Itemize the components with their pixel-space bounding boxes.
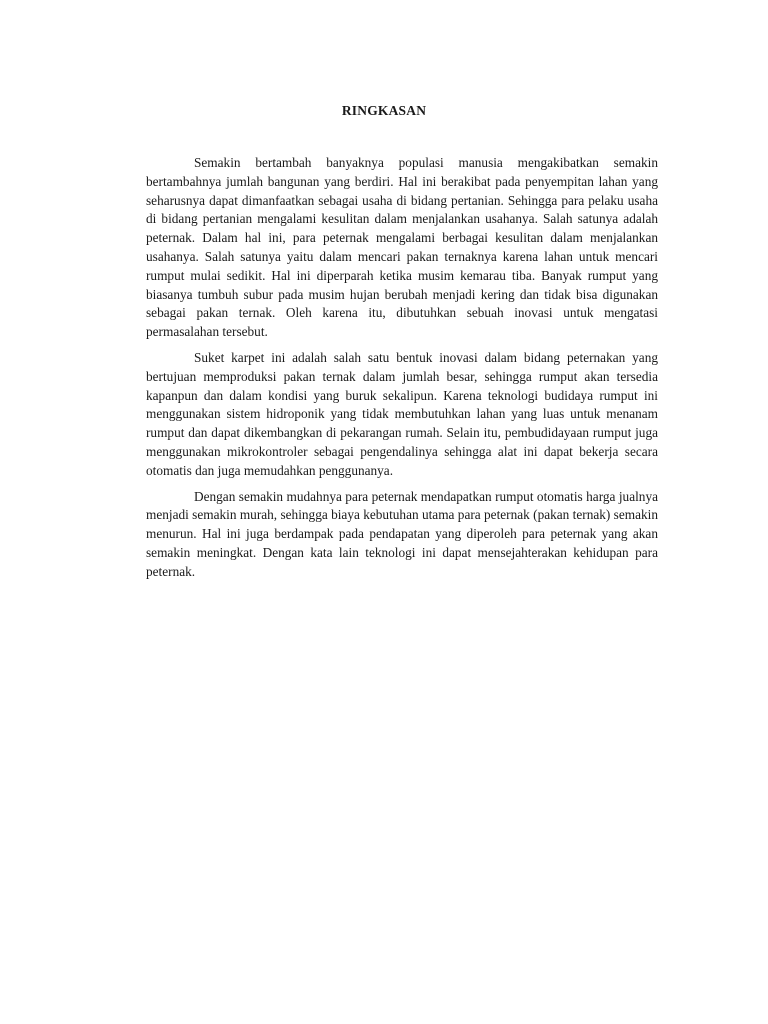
paragraph-1: Semakin bertambah banyaknya populasi manusia mengakibatkan semakin bertambahnya jumlah bangunan yang berdiri. Hal ini berakibat pada penyempitan lahan yang seharusnya dapat dimanfaatkan sebagai usaha di bidang pertanian. Sehingga para pelaku usaha di bidang pertanian mengalami kesulitan dalam menjalankan usahanya. Salah satunya adalah peternak. Dalam hal ini, para peternak mengalami berbagai kesulitan dalam menjalankan usahanya. Salah satunya yaitu dalam mencari pakan ternaknya karena lahan untuk mencari rumput mulai sedikit. Hal ini diperparah ketika musim kemarau tiba. Banyak rumput yang biasanya tumbuh subur pada musim hujan berubah menjadi kering dan tidak bisa digunakan sebagai pakan ternak. Oleh karena itu, dibutuhkan sebuah inovasi untuk mengatasi permasalahan tersebut.: [146, 155, 658, 340]
paragraph-2: Suket karpet ini adalah salah satu bentuk inovasi dalam bidang peternakan yang bertujuan memproduksi pakan ternak dalam jumlah besar, sehingga rumput akan tersedia kapanpun dan dalam kondisi yang buruk sekalipun. Karena teknologi budidaya rumput ini menggunakan sistem hidroponik yang tidak membutuhkan lahan yang luas untuk menanam rumput dan dapat dikembangkan di pekarangan rumah. Selain itu, pembudidayaan rumput juga menggunakan mikrokontroler sebagai pengendalinya sehingga alat ini dapat bekerja secara otomatis dan juga memudahkan penggunanya.: [146, 349, 658, 478]
page-title: RINGKASAN: [341, 103, 427, 118]
paragraph-3: Dengan semakin mudahnya para peternak mendapatkan rumput otomatis harga jualnya menjadi semakin murah, sehingga biaya kebutuhan utama para peternak (pakan ternak) semakin menurun. Hal ini juga berdampak pada pendapatan yang diperoleh para peternak yang akan semakin meningkat. Dengan kata lain teknologi ini dapat mensejahterakan kehidupan para peternak.: [146, 488, 658, 579]
summary-body: [146, 154, 658, 589]
